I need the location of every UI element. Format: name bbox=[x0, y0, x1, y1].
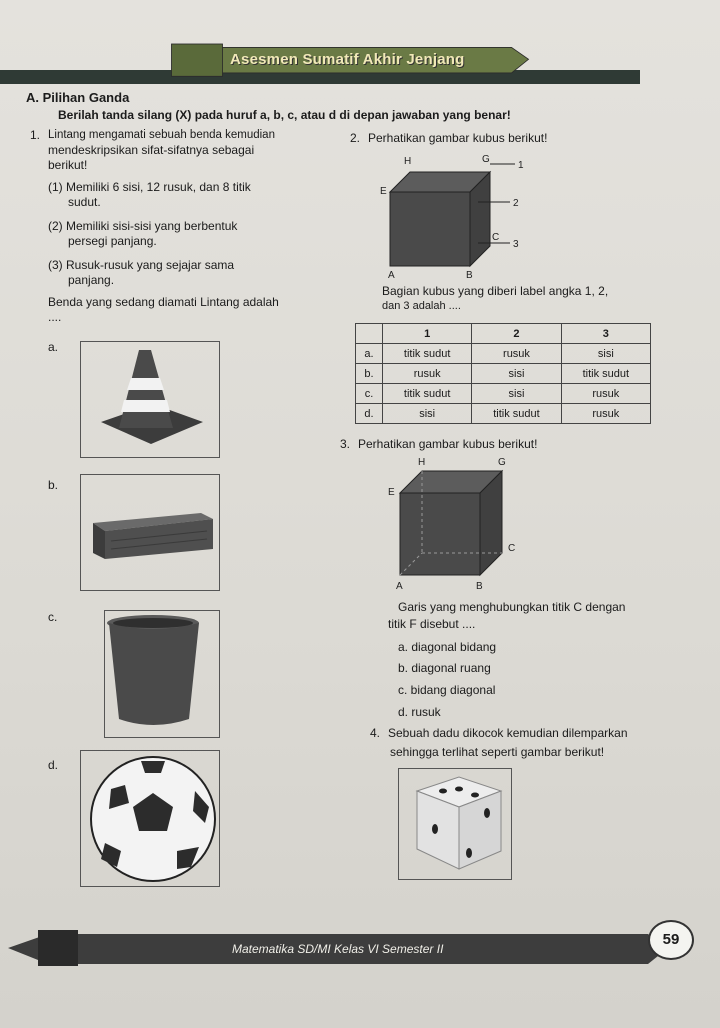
q4-dice-image bbox=[398, 768, 512, 880]
q1-option-d-letter[interactable]: d. bbox=[48, 758, 59, 772]
header-title: Asesmen Sumatif Akhir Jenjang bbox=[230, 51, 465, 68]
q1-option-a-image[interactable] bbox=[80, 341, 220, 458]
section-instruction: Berilah tanda silang (X) pada huruf a, b, c, atau d di depan jawaban yang benar! bbox=[58, 108, 511, 122]
table-header-cell: 2 bbox=[472, 324, 561, 344]
q3-option-d[interactable]: d. rusuk bbox=[398, 705, 441, 719]
table-cell: rusuk bbox=[561, 384, 650, 404]
q3-option-b[interactable]: b. diagonal ruang bbox=[398, 661, 491, 675]
q2-label-B: B bbox=[466, 270, 473, 281]
table-header-cell: 3 bbox=[561, 324, 650, 344]
q1-option-c-image[interactable] bbox=[104, 610, 220, 738]
q3-label-E: E bbox=[388, 487, 395, 498]
q1-question: Benda yang sedang diamati Lintang adalah bbox=[48, 295, 279, 309]
table-cell[interactable]: c. bbox=[356, 384, 383, 404]
q2-label-3: 3 bbox=[513, 239, 519, 250]
traffic-cone-icon bbox=[81, 342, 219, 457]
q1-line1: Lintang mengamati sebuah benda kemudian bbox=[48, 129, 275, 141]
q2-label-2: 2 bbox=[513, 198, 519, 209]
table-cell: sisi bbox=[472, 384, 561, 404]
q3-number: 3. bbox=[340, 437, 351, 451]
q3-label-A: A bbox=[396, 581, 403, 592]
q1-option-a-letter[interactable]: a. bbox=[48, 340, 59, 354]
q3-label-G: G bbox=[498, 457, 506, 468]
table-cell: titik sudut bbox=[383, 384, 472, 404]
q1-number: 1. bbox=[30, 128, 41, 142]
table-cell: titik sudut bbox=[561, 364, 650, 384]
wooden-block-icon bbox=[81, 475, 219, 590]
q1-criterion-1b: sudut. bbox=[68, 195, 101, 209]
q1-line3: berikut! bbox=[48, 158, 88, 172]
q2-label-A: A bbox=[388, 270, 395, 281]
q2-text: Perhatikan gambar kubus berikut! bbox=[368, 131, 548, 145]
table-header-cell: 1 bbox=[383, 324, 472, 344]
table-cell: titik sudut bbox=[472, 404, 561, 424]
table-cell: rusuk bbox=[383, 364, 472, 384]
q1-option-b-letter[interactable]: b. bbox=[48, 478, 59, 492]
table-cell: rusuk bbox=[472, 344, 561, 364]
q3-cube-diagram bbox=[378, 455, 538, 595]
q1-option-c-letter[interactable]: c. bbox=[48, 610, 58, 624]
q4-line1: Sebuah dadu dikocok kemudian dilemparkan bbox=[388, 726, 628, 740]
q3-question-1: Garis yang menghubungkan titik C dengan bbox=[398, 600, 626, 614]
trash-bin-icon bbox=[105, 611, 219, 737]
q3-option-c[interactable]: c. bidang diagonal bbox=[398, 683, 496, 697]
q3-text: Perhatikan gambar kubus berikut! bbox=[358, 437, 538, 451]
footer-text: Matematika SD/MI Kelas VI Semester II bbox=[232, 942, 444, 956]
q2-label-1: 1 bbox=[518, 160, 524, 171]
page-number: 59 bbox=[648, 920, 694, 960]
q1-option-d-image[interactable] bbox=[80, 750, 220, 887]
section-title: A. Pilihan Ganda bbox=[26, 90, 130, 105]
table-cell[interactable]: a. bbox=[356, 344, 383, 364]
q2-number: 2. bbox=[350, 131, 361, 145]
dice-icon bbox=[399, 769, 511, 879]
table-row[interactable] bbox=[356, 364, 651, 384]
q1-criterion-1a: (1) Memiliki 6 sisi, 12 rusuk, dan 8 titik bbox=[48, 180, 251, 194]
table-header-row bbox=[356, 324, 651, 344]
table-row[interactable] bbox=[356, 384, 651, 404]
table-cell: sisi bbox=[383, 404, 472, 424]
table-cell: titik sudut bbox=[383, 344, 472, 364]
q3-question-2: titik F disebut .... bbox=[388, 617, 476, 631]
q2-label-C: C bbox=[492, 232, 500, 243]
table-header-cell bbox=[356, 324, 383, 344]
q1-line2: mendeskripsikan sifat-sifatnya sebagai bbox=[48, 143, 255, 157]
q3-label-H: H bbox=[418, 457, 426, 468]
q1-criterion-2b: persegi panjang. bbox=[68, 234, 157, 248]
q2-label-G: G bbox=[482, 154, 490, 165]
q1-criterion-2a: (2) Memiliki sisi-sisi yang berbentuk bbox=[48, 219, 238, 233]
table-cell[interactable]: b. bbox=[356, 364, 383, 384]
q2-question-1: Bagian kubus yang diberi label angka 1, 2, bbox=[382, 284, 609, 298]
table-cell: sisi bbox=[472, 364, 561, 384]
q2-label-H: H bbox=[404, 156, 412, 167]
q4-number: 4. bbox=[370, 726, 381, 740]
soccer-ball-icon bbox=[81, 751, 219, 886]
table-cell: sisi bbox=[561, 344, 650, 364]
q3-option-a[interactable]: a. diagonal bidang bbox=[398, 640, 497, 654]
q2-answer-table bbox=[355, 323, 651, 424]
table-cell[interactable]: d. bbox=[356, 404, 383, 424]
q1-criterion-3a: (3) Rusuk-rusuk yang sejajar sama bbox=[48, 258, 235, 272]
q3-label-B: B bbox=[476, 581, 483, 592]
q1-dots: .... bbox=[48, 310, 62, 324]
table-row[interactable] bbox=[356, 404, 651, 424]
table-cell: rusuk bbox=[561, 404, 650, 424]
table-row[interactable] bbox=[356, 344, 651, 364]
q3-label-C: C bbox=[508, 543, 516, 554]
q1-criterion-3b: panjang. bbox=[68, 273, 115, 287]
q2-cube-diagram bbox=[360, 150, 540, 280]
q1-option-b-image[interactable] bbox=[80, 474, 220, 591]
q2-label-E: E bbox=[380, 186, 387, 197]
q2-question-2: dan 3 adalah .... bbox=[382, 300, 461, 312]
q4-line2: sehingga terlihat seperti gambar berikut! bbox=[390, 745, 605, 759]
